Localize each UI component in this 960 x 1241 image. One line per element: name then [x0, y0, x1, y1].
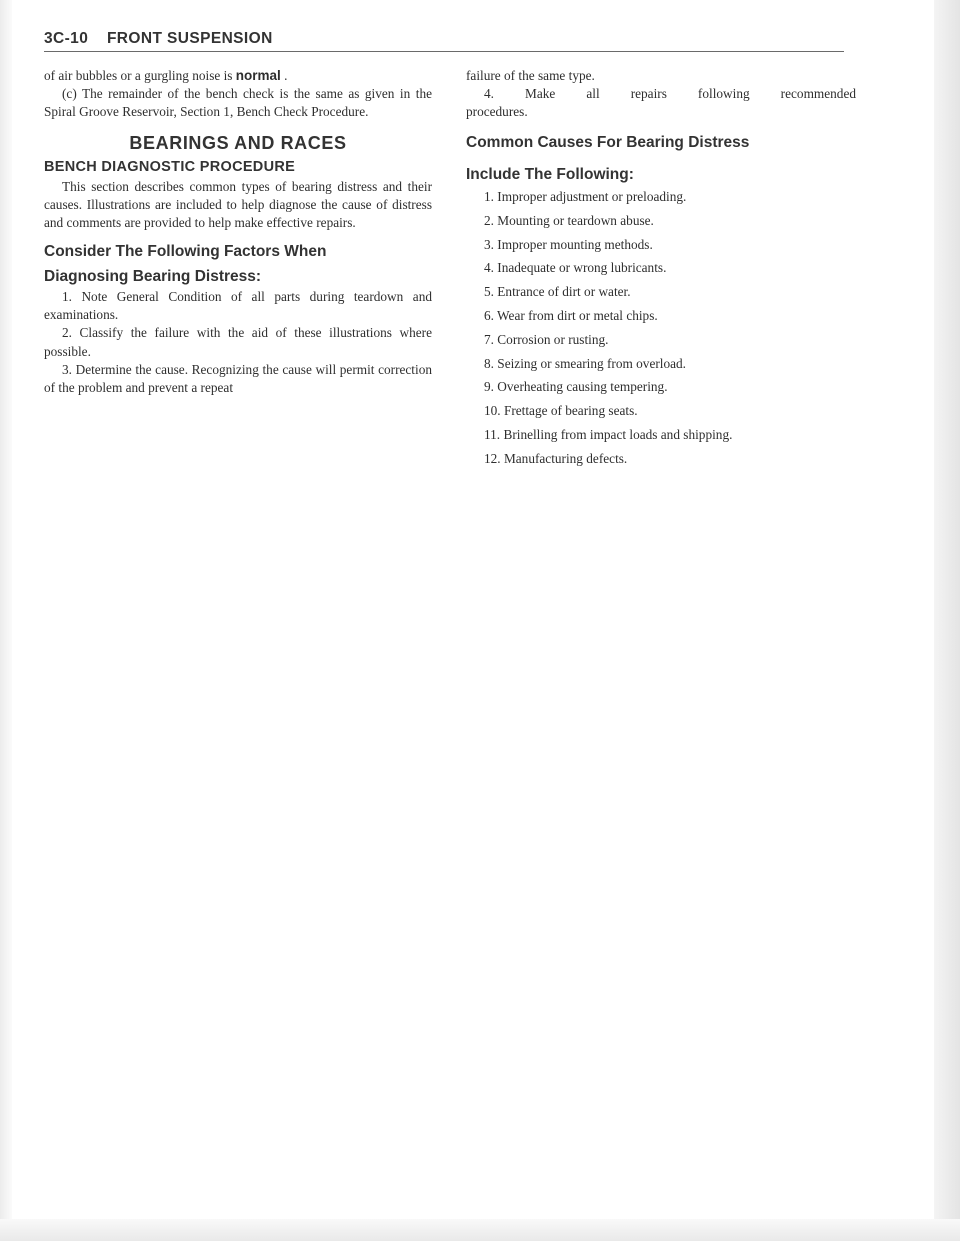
right-paragraph-1: failure of the same type. — [466, 68, 595, 83]
list-item: 5. Entrance of dirt or water. — [484, 284, 631, 300]
header-divider — [44, 51, 844, 52]
page-code: 3C-10 — [44, 30, 89, 47]
list-item: 10. Frettage of bearing seats. — [484, 403, 638, 419]
left-column — [44, 67, 432, 397]
causes-list — [466, 188, 856, 468]
right-column — [466, 67, 856, 474]
list-item: 3. Improper mounting methods. — [484, 236, 653, 252]
left-paragraph-1: of air bubbles or a gurgling noise is normal . — [44, 68, 288, 83]
factor-item-1: 1. Note General Condition of all parts during teardown and examinations. — [44, 289, 432, 323]
factor-item-2: 2. Classify the failure with the aid of these illustrations where possible. — [44, 325, 432, 359]
subsection-heading: BENCH DIAGNOSTIC PROCEDURE — [44, 158, 296, 175]
page-header — [44, 30, 273, 48]
left-paragraph-3: This section describes common types of bearing distress and their causes. Illustrations are included to help diagnose the cause of distress and comments are provided to help make effective repairs. — [44, 179, 432, 231]
list-item: 12. Manufacturing defects. — [484, 450, 628, 466]
causes-heading: Common Causes For Bearing Distress Include The Following: — [466, 133, 750, 183]
factors-heading: Consider The Following Factors When Diagnosing Bearing Distress: — [44, 242, 327, 285]
right-paragraph-2: 4. Make all repairs following recommended procedures. — [466, 86, 856, 120]
list-item: 1. Improper adjustment or preloading. — [484, 189, 687, 205]
scan-shadow-left — [0, 0, 12, 1241]
scan-shadow-right — [934, 0, 960, 1241]
list-item: 11. Brinelling from impact loads and shipping. — [484, 426, 733, 442]
list-item: 2. Mounting or teardown abuse. — [484, 212, 654, 228]
left-paragraph-2: (c) The remainder of the bench check is the same as given in the Spiral Groove Reservoir, Section 1, Bench Check Procedure. — [44, 86, 432, 120]
list-item: 7. Corrosion or rusting. — [484, 331, 609, 347]
list-item: 8. Seizing or smearing from overload. — [484, 355, 686, 371]
factor-item-3: 3. Determine the cause. Recognizing the cause will permit correction of the problem and prevent a repeat — [44, 361, 432, 396]
list-item: 9. Overheating causing tempering. — [484, 379, 668, 395]
page-section-title: FRONT SUSPENSION — [106, 30, 273, 47]
section-heading: BEARINGS AND RACES — [129, 132, 347, 153]
list-item: 4. Inadequate or wrong lubricants. — [484, 260, 667, 276]
emphasis-normal: normal — [235, 68, 281, 83]
scan-shadow-bottom — [0, 1219, 960, 1241]
list-item: 6. Wear from dirt or metal chips. — [484, 308, 658, 323]
